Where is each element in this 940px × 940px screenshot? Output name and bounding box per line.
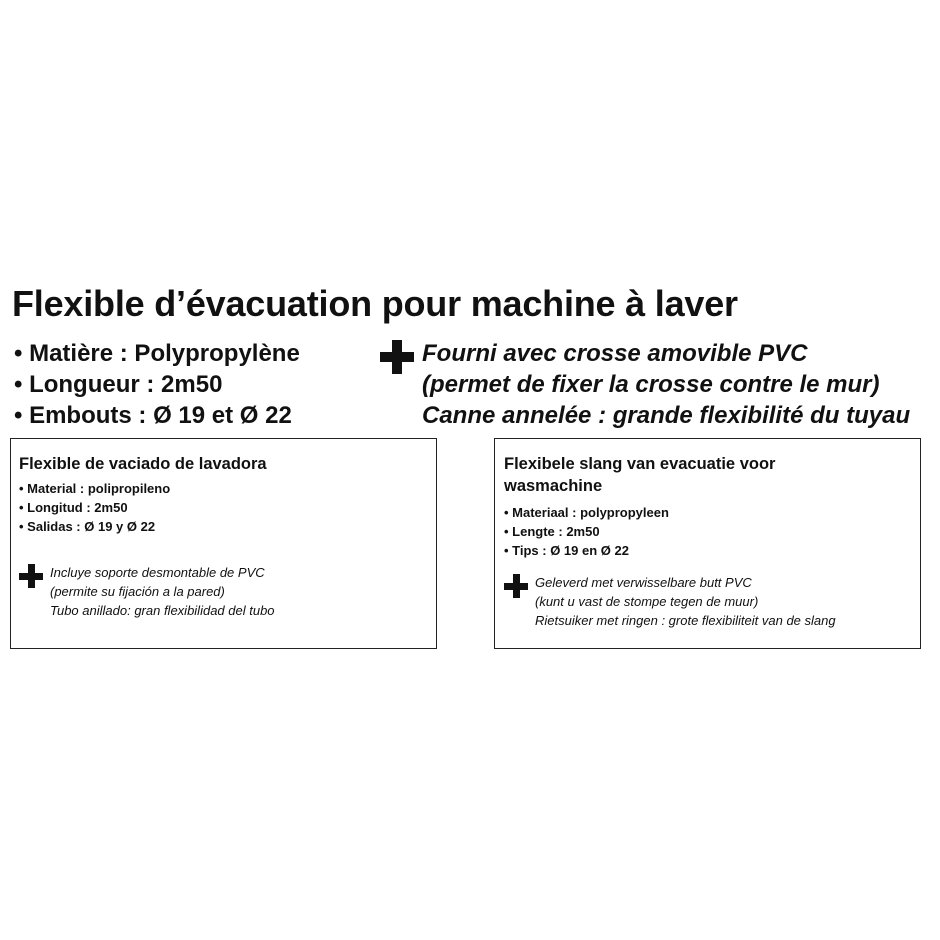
nl-feature-line: Geleverd met verwisselbare butt PVC [535,575,752,590]
spanish-info-box [10,438,437,649]
es-feature-list [19,563,430,620]
fr-feature-line: Canne annelée : grande flexibilité du tuyau [422,402,911,429]
nl-spec-tips: • Tips : Ø 19 en Ø 22 [504,543,629,558]
nl-feature-line: Rietsuiker met ringen : grote flexibiliteit van de slang [535,613,836,628]
nl-feature-list [504,573,916,630]
es-feature-line: Incluye soporte desmontable de PVC [50,565,265,580]
es-spec-material: • Material : polipropileno [19,481,171,496]
nl-spec-material: • Materiaal : polypropyleen [504,505,669,520]
es-feature-line: Tubo anillado: gran flexibilidad del tubo [50,603,275,618]
dutch-info-box [494,438,921,649]
product-title: Flexible d’évacuation pour machine à laver [12,283,738,324]
plus-icon [19,564,43,588]
fr-spec-endpieces: • Embouts : Ø 19 et Ø 22 [14,402,292,429]
es-feature-line: (permite su fijación a la pared) [50,584,225,599]
plus-icon [380,340,414,374]
fr-feature-line: Fourni avec crosse amovible PVC [422,340,808,367]
plus-icon [504,574,528,598]
fr-spec-material: • Matière : Polypropylène [14,340,300,367]
fr-feature-list [380,338,940,431]
nl-spec-list [504,503,916,560]
fr-spec-length: • Longueur : 2m50 [14,371,223,398]
fr-spec-list [14,338,300,431]
fr-feature-line: (permet de fixer la crosse contre le mur) [422,371,880,398]
es-spec-list [19,479,430,536]
es-box-title: Flexible de vaciado de lavadora [19,455,267,473]
nl-box-title: Flexibele slang van evacuatie voor wasmachine [504,455,776,495]
nl-spec-length: • Lengte : 2m50 [504,524,600,539]
es-spec-outlets: • Salidas : Ø 19 y Ø 22 [19,519,156,534]
es-spec-length: • Longitud : 2m50 [19,500,128,515]
nl-feature-line: (kunt u vast de stompe tegen de muur) [535,594,759,609]
